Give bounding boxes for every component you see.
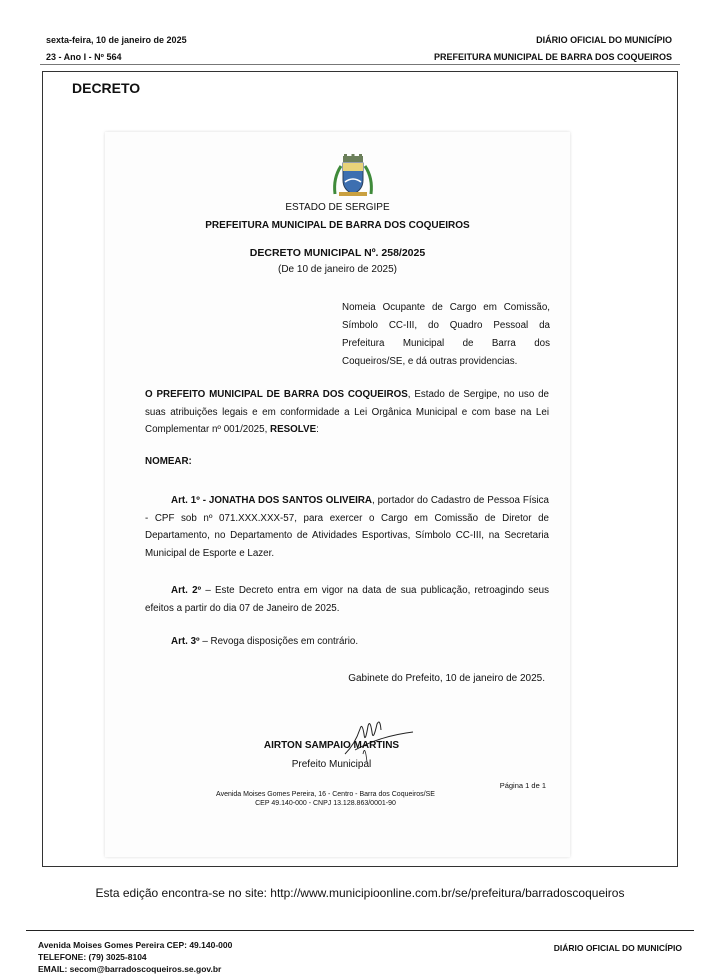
signer-name: AIRTON SAMPAIO MARTINS xyxy=(263,740,400,751)
header-date: sexta-feira, 10 de janeiro de 2025 xyxy=(46,35,187,45)
footer-publication: DIÁRIO OFICIAL DO MUNICÍPIO xyxy=(553,943,682,953)
header-municipality: PREFEITURA MUNICIPAL DE BARRA DOS COQUEIROS xyxy=(433,52,672,62)
article-3-text: – Revoga disposições em contrário. xyxy=(199,636,359,647)
section-title: DECRETO xyxy=(72,80,141,96)
header-publication: DIÁRIO OFICIAL DO MUNICÍPIO xyxy=(536,35,672,45)
header-edition: 23 - Ano I - Nº 564 xyxy=(46,52,122,62)
decree-preamble xyxy=(145,386,549,439)
article-1-label: Art. 1º - JONATHA DOS SANTOS OLIVEIRA xyxy=(171,495,372,506)
decree-number: DECRETO MUNICIPAL Nº. 258/2025 xyxy=(249,247,426,259)
footer-address: Avenida Moises Gomes Pereira CEP: 49.140-000 xyxy=(38,940,233,950)
preamble-authority: O PREFEITO MUNICIPAL DE BARRA DOS COQUEIROS xyxy=(145,389,408,400)
footer-divider xyxy=(26,930,694,931)
footer-email: EMAIL: secom@barradoscoqueiros.se.gov.br xyxy=(38,964,222,974)
doc-prefeitura: PREFEITURA MUNICIPAL DE BARRA DOS COQUEIROS xyxy=(205,220,470,231)
header-left xyxy=(46,32,187,66)
footer-contact xyxy=(38,939,232,975)
doc-address: Avenida Moises Gomes Pereira, 16 - Centro - Barra dos Coqueiros/SE xyxy=(216,791,435,798)
preamble-end: : xyxy=(316,424,319,435)
header-right xyxy=(434,32,672,66)
preamble-resolve: RESOLVE xyxy=(270,424,317,435)
article-2-text: – Este Decreto entra em vigor na data de sua publicação, retroagindo seus efeitos a partir do dia 07 de Janeiro de 2025. xyxy=(145,585,549,614)
article-3 xyxy=(171,633,549,651)
signer-role: Prefeito Municipal xyxy=(291,759,372,770)
decree-document xyxy=(105,132,570,857)
article-2 xyxy=(145,582,549,617)
article-1 xyxy=(145,492,549,562)
preamble-text: , Estado de Sergipe, no uso de suas atribuições legais e em conformidade a Lei Orgânica Municipal e com base na Lei Complementar nº 001/2025, xyxy=(145,389,550,435)
footer-phone: TELEFONE: (79) 3025-8104 xyxy=(38,952,147,962)
decree-date: (De 10 de janeiro de 2025) xyxy=(278,264,397,275)
article-3-label: Art. 3º xyxy=(171,636,200,647)
page-indicator: Página 1 de 1 xyxy=(499,781,546,790)
header-divider xyxy=(40,64,680,65)
gabinete-date: Gabinete do Prefeito, 10 de janeiro de 2025. xyxy=(348,673,545,684)
doc-cep-cnpj: CEP 49.140-000 - CNPJ 13.128.863/0001-90 xyxy=(255,800,396,807)
article-2-label: Art. 2º xyxy=(171,585,202,596)
doc-state: ESTADO DE SERGIPE xyxy=(285,202,390,213)
decree-ementa: Nomeia Ocupante de Cargo em Comissão, Símbolo CC-III, do Quadro Pessoal da Prefeitura Municipal de Barra dos Coqueiros/SE, e dá outras providencias. xyxy=(342,302,550,367)
nomear-heading: NOMEAR: xyxy=(145,456,192,467)
municipal-coat-of-arms-icon xyxy=(331,154,375,198)
article-1-text: , portador do Cadastro de Pessoa Física - CPF sob nº 071.XXX.XXX-57, para exercer o Cargo em Comissão de Diretor de Departamento, no Departamento de Atividades Esportivas, Símbolo CC-III, na Secretaria Municipal de Esporte e Lazer. xyxy=(145,495,549,559)
site-notice: Esta edição encontra-se no site: http://www.municipioonline.com.br/se/prefeitura/barradoscoqueiros xyxy=(95,886,625,900)
